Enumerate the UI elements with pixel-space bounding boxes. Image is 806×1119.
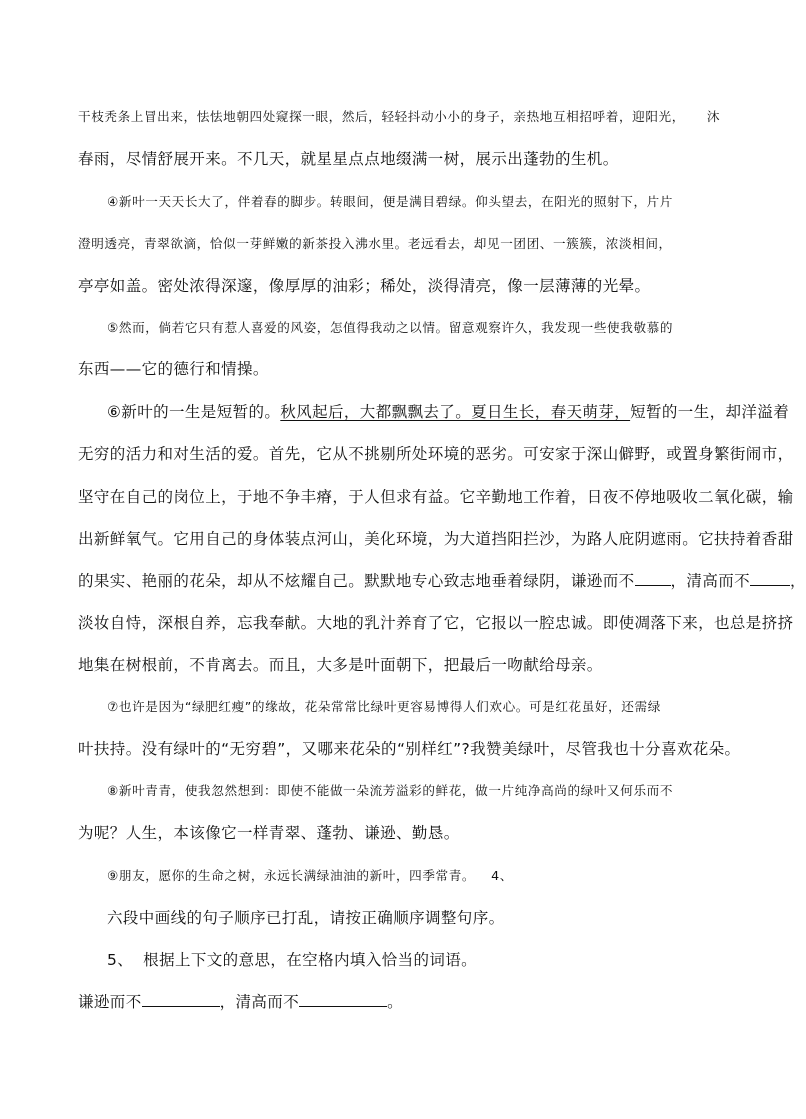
paragraph-5-line-2: 东西——它的德行和情操。 — [78, 360, 269, 378]
paragraph-6-line-5 — [78, 569, 806, 593]
text-span: ， — [790, 572, 806, 590]
text-span: 。 — [387, 993, 404, 1011]
question-4-text: 六段中画线的句子顺序已打乱，请按正确顺序调整句序。 — [107, 909, 505, 927]
text-span: ，清高而不 — [219, 993, 300, 1011]
answer-blank-1[interactable] — [142, 990, 220, 1007]
text-span: 谦逊而不 — [78, 993, 142, 1011]
paragraph-8-line-1: ⑧新叶青青，使我忽然想到：即使不能做一朵流芳溢彩的鲜花，做一片纯净高尚的绿叶又何乐而不 — [107, 783, 674, 798]
paragraph-4-line-2: 澄明透亮，青翠欲滴，恰似一芽鲜嫩的新茶投入沸水里。老远看去，却见一团团、一簇簇，浓淡相间， — [78, 236, 672, 251]
answer-blank-2[interactable] — [299, 990, 387, 1007]
text-span: 短暂的一生，却洋溢着 — [630, 403, 790, 421]
fill-blank-1[interactable] — [635, 569, 671, 586]
question-text: 根据上下文的意思，在空格内填入恰当的词语。 — [143, 951, 478, 969]
answer-line — [78, 990, 718, 1014]
paragraph-9-line-1 — [107, 864, 747, 888]
paragraph-8-line-2: 为呢？人生，本该像它一样青翠、蓬勃、谦逊、勤恳。 — [78, 824, 460, 842]
question-number: 5、 — [107, 951, 134, 969]
text-span: 的果实、艳丽的花朵，却从不炫耀自己。默默地专心致志地垂着绿阴，谦逊而不 — [78, 572, 635, 590]
paragraph-3-line-1 — [78, 105, 721, 129]
text-span: 沐 — [706, 109, 721, 124]
paragraph-4-line-1: ④新叶一天天长大了，伴着春的脚步。转眼间，便是满目碧绿。仰头望去，在阳光的照射下，片片 — [107, 194, 674, 209]
paragraph-7-line-1: ⑦也许是因为“绿肥红瘦”的缘故，花朵常常比绿叶更容易博得人们欢心。可是红花虽好，还需绿 — [107, 699, 661, 714]
question-5 — [107, 948, 747, 972]
fill-blank-2[interactable] — [750, 569, 790, 586]
text-span: ⑨朋友，愿你的生命之树，永远长满绿油油的新叶，四季常青。 — [107, 868, 476, 883]
paragraph-3-line-2: 春雨，尽情舒展开来。不几天，就星星点点地缀满一树，展示出蓬勃的生机。 — [78, 150, 619, 168]
text-span: 干枝秃条上冒出来，怯怯地朝四处窥探一眼，然后，轻轻抖动小小的身子，亲热地互相招呼着，迎阳光， — [78, 109, 685, 124]
paragraph-6-line-2: 无穷的活力和对生活的爱。首先，它从不挑剔所处环境的恶劣。可安家于深山僻野，或置身繁街闹市， — [78, 445, 794, 463]
text-span: ，清高而不 — [670, 572, 751, 590]
paragraph-4-line-3: 亭亭如盖。密处浓得深邃，像厚厚的油彩；稀处，淡得清亮，像一层薄薄的光晕。 — [78, 277, 651, 295]
paragraph-6-line-4: 出新鲜氧气。它用自己的身体装点河山，美化环境，为大道挡阳拦沙，为路人庇阴遮雨。它扶持着香甜 — [78, 530, 794, 548]
paragraph-6-line-6: 淡妆自恃，深根自养，忘我奉献。大地的乳汁养育了它，它报以一腔忠诚。即使凋落下来，也总是挤挤 — [78, 614, 794, 632]
paragraph-6-line-7: 地集在树根前，不肯离去。而且，大多是叶面朝下，把最后一吻献给母亲。 — [78, 656, 603, 674]
question-number: 4、 — [491, 868, 513, 883]
text-span: ⑥新叶的一生是短暂的。 — [107, 403, 281, 421]
paragraph-7-line-2: 叶扶持。没有绿叶的“无穷碧”，又哪来花朵的“别样红”?我赞美绿叶，尽管我也十分喜欢花朵。 — [78, 740, 741, 758]
paragraph-5-line-1: ⑤然而，倘若它只有惹人喜爱的风姿，怎值得我动之以情。留意观察许久，我发现一些使我敬慕的 — [107, 320, 674, 335]
paragraph-6-line-3: 坚守在自己的岗位上，于地不争丰瘠，于人但求有益。它辛勤地工作着，日夜不停地吸收二氧化碳，输 — [78, 488, 794, 506]
paragraph-6-line-1 — [107, 400, 790, 424]
underlined-sentence: 秋风起后，大都飘飘去了。夏日生长，春天萌芽， — [280, 403, 631, 421]
